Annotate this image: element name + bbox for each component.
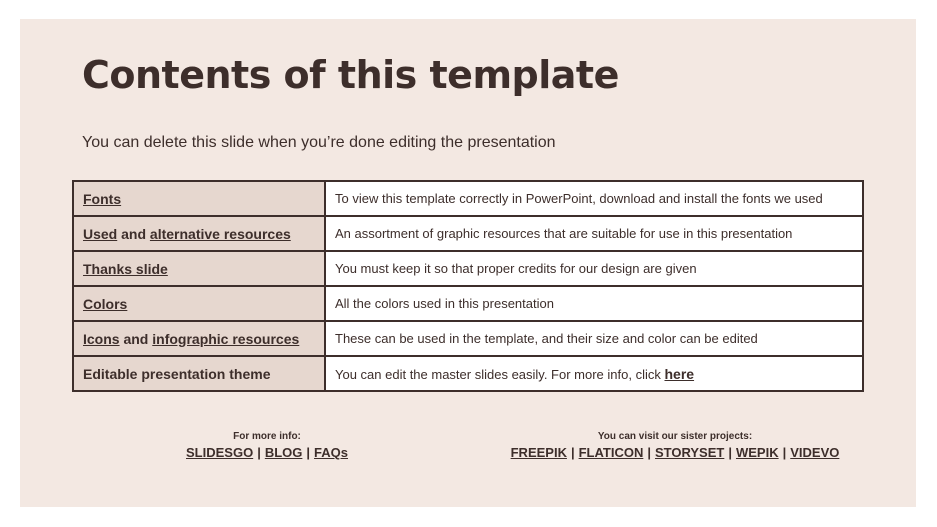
flaticon-link[interactable]: FLATICON [578,445,644,460]
row-key-colors [73,286,325,321]
freepik-link[interactable]: FREEPIK [510,445,567,460]
here-link[interactable]: here [664,365,695,382]
separator: | [647,445,651,460]
key-connector: and [119,330,153,347]
table-row [73,321,863,356]
table-row [73,181,863,216]
separator: | [257,445,261,460]
row-key-icons [73,321,325,356]
row-value: These can be used in the template, and their size and color can be edited [325,321,863,356]
infographic-resources-link[interactable]: infographic resources [152,330,300,347]
row-key-fonts [73,181,325,216]
page-title: Contents of this template [82,53,619,97]
footer-left-links [186,445,348,460]
row-value [325,356,863,391]
separator: | [728,445,732,460]
row-value-text: You can edit the master slides easily. For more info, click [335,366,665,382]
row-key-resources [73,216,325,251]
row-value: All the colors used in this presentation [325,286,863,321]
used-link[interactable]: Used [83,225,118,242]
row-value: An assortment of graphic resources that are suitable for use in this presentation [325,216,863,251]
table-row [73,251,863,286]
separator: | [306,445,311,460]
contents-table [72,180,864,392]
table-row [73,286,863,321]
page-subtitle: You can delete this slide when you’re done editing the presentation [82,134,556,151]
key-connector: and [117,225,150,242]
faqs-link[interactable]: FAQs [314,445,348,460]
slide [20,19,916,507]
footer-more-info [167,431,367,460]
row-key-theme [73,356,325,391]
icons-link[interactable]: Icons [83,330,120,347]
separator: | [782,445,787,460]
fonts-link[interactable]: Fonts [83,190,122,207]
storyset-link[interactable]: STORYSET [654,445,725,460]
table-row [73,216,863,251]
table-row [73,356,863,391]
wepik-link[interactable]: WEPIK [735,445,779,460]
thanks-slide-link[interactable]: Thanks slide [83,260,168,277]
slidesgo-link[interactable]: SLIDESGO [186,445,254,460]
alternative-resources-link[interactable]: alternative resources [149,225,291,242]
row-key-thanks [73,251,325,286]
editable-theme-label: Editable presentation theme [83,365,271,382]
footer-right-links [511,445,840,460]
row-value: To view this template correctly in PowerPoint, download and install the fonts we used [325,181,863,216]
footer-left-label: For more info: [233,431,301,442]
footer-right-label: You can visit our sister projects: [597,431,753,442]
row-value: You must keep it so that proper credits for our design are given [325,251,863,286]
blog-link[interactable]: BLOG [264,445,303,460]
videvo-link[interactable]: VIDEVO [790,445,840,460]
colors-link[interactable]: Colors [83,295,128,312]
separator: | [570,445,575,460]
footer-sister-projects [475,431,875,460]
